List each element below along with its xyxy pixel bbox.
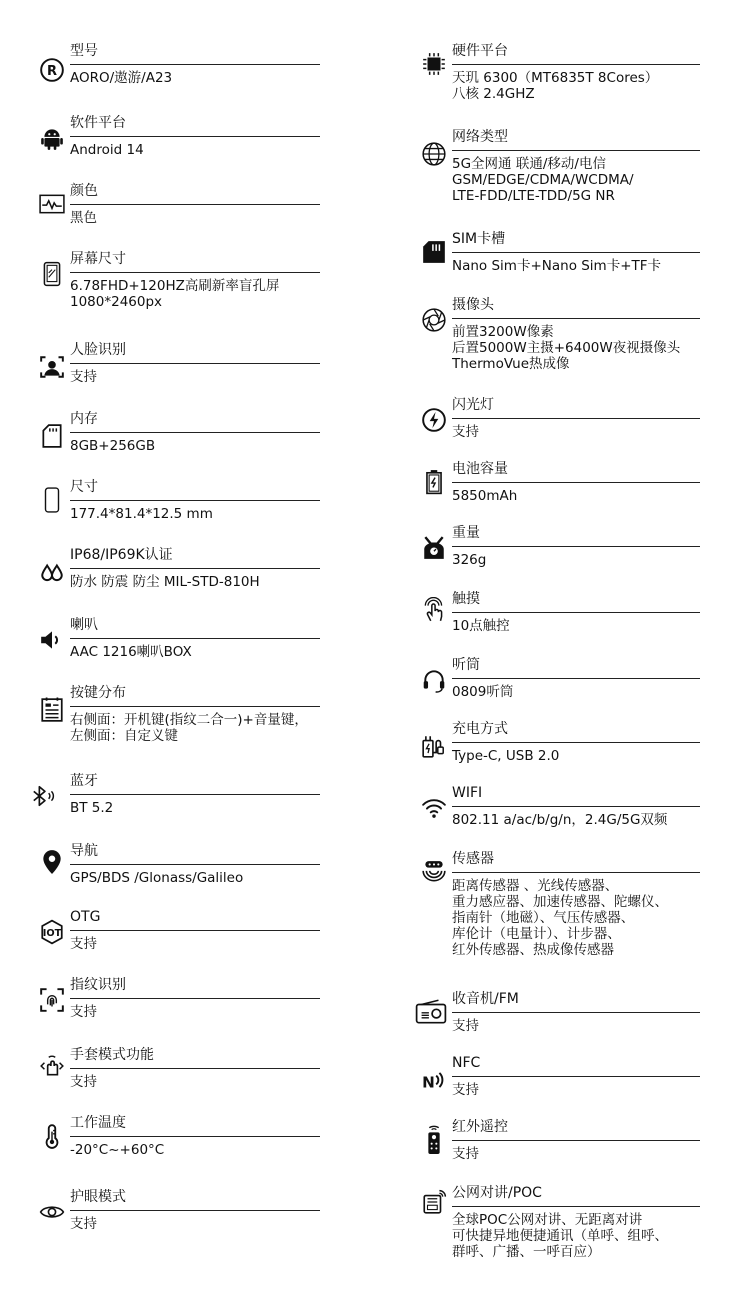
svg-text:IOT: IOT: [42, 927, 62, 939]
fingerprint-icon: [38, 986, 66, 1014]
spec-label: 内存: [70, 411, 98, 427]
divider: [452, 1012, 700, 1013]
spec-value: 前置3200W像素 后置5000W主摄+6400W夜视摄像头 ThermoVue热成像: [452, 324, 681, 372]
spec-battery: [420, 460, 700, 524]
spec-value: 支持: [70, 1004, 97, 1020]
spec-camera: [420, 296, 700, 372]
spec-value: -20°C~+60°C: [70, 1142, 165, 1158]
spec-label: 硬件平台: [452, 43, 508, 59]
sd-card-icon: [38, 422, 66, 450]
divider: [452, 678, 700, 679]
nfc-icon: [420, 1066, 448, 1094]
spec-software-platform: [38, 114, 320, 178]
spec-label: 充电方式: [452, 721, 508, 737]
spec-value: 支持: [70, 1216, 97, 1232]
spec-label: 公网对讲/POC: [452, 1185, 542, 1201]
spec-label: 闪光灯: [452, 397, 494, 413]
divider: [70, 638, 320, 639]
divider: [452, 318, 700, 319]
remote-control-icon: [420, 1122, 448, 1156]
spec-value: 8GB+256GB: [70, 438, 156, 454]
divider: [452, 546, 700, 547]
spec-value: BT 5.2: [70, 800, 114, 816]
divider: [70, 64, 320, 65]
spec-label: 听筒: [452, 657, 480, 673]
spec-operating-temperature: [38, 1114, 320, 1178]
spec-value: AAC 1216喇叭BOX: [70, 644, 192, 660]
spec-fm-radio: [420, 990, 700, 1054]
spec-label: 尺寸: [70, 479, 98, 495]
camera-aperture-icon: [420, 306, 448, 334]
speaker-icon: [38, 626, 66, 654]
spec-value: Android 14: [70, 142, 144, 158]
spec-label: 电池容量: [452, 461, 508, 477]
divider: [452, 872, 700, 873]
spec-label: 蓝牙: [70, 773, 98, 789]
divider: [452, 1206, 700, 1207]
svg-text:R: R: [46, 63, 58, 79]
spec-label: 收音机/FM: [452, 991, 519, 1007]
radio-icon: [414, 998, 448, 1026]
spec-wifi: [420, 784, 700, 848]
spec-label: 手套模式功能: [70, 1047, 154, 1063]
spec-label: 按键分布: [70, 685, 126, 701]
headset-icon: [420, 666, 448, 694]
waveform-icon: [38, 190, 66, 218]
android-icon: [38, 124, 66, 152]
spec-value: 距离传感器 、光线传感器、 重力感应器、加速传感器、陀螺仪、 指南针（地磁）、气压传感器、 库伦计（电量计）、计步器、 红外传感器、热成像传感器: [452, 878, 668, 958]
glove-touch-icon: [38, 1052, 66, 1080]
eye-icon: [38, 1198, 66, 1226]
chip-icon: [420, 50, 448, 78]
spec-value: 右侧面：开机键(指纹二合一)+音量键， 左侧面：自定义键: [70, 712, 308, 744]
spec-label: 喇叭: [70, 617, 98, 633]
spec-label: 触摸: [452, 591, 480, 607]
walkie-talkie-icon: [420, 1188, 448, 1216]
divider: [70, 136, 320, 137]
spec-value: 支持: [70, 369, 97, 385]
spec-label: OTG: [70, 909, 101, 925]
spec-navigation: [38, 842, 320, 906]
spec-value: 802.11 a/ac/b/g/n，2.4G/5G双频: [452, 812, 668, 828]
divider: [70, 1068, 320, 1069]
spec-glove-mode: [38, 1046, 320, 1110]
spec-charging: [420, 720, 700, 784]
spec-face-recognition: [38, 341, 320, 405]
spec-ir-remote: [420, 1118, 700, 1182]
spec-value: 全球POC公网对讲、无距离对讲 可快捷异地便捷通讯（单呼、组呼、 群呼、广播、一呼百应）: [452, 1212, 668, 1260]
spec-value: 326g: [452, 552, 487, 568]
spec-fingerprint: [38, 976, 320, 1040]
sim-card-icon: [420, 238, 448, 266]
spec-sensors: [420, 850, 700, 958]
spec-sim-slot: [420, 230, 700, 294]
spec-otg: [38, 908, 320, 972]
spec-value: 5850mAh: [452, 488, 518, 504]
spec-screen-size: [38, 250, 320, 314]
spec-label: IP68/IP69K认证: [70, 547, 173, 563]
location-pin-icon: [38, 848, 66, 876]
spec-value: Type-C, USB 2.0: [452, 748, 560, 764]
thermometer-icon: [38, 1122, 66, 1150]
divider: [452, 806, 700, 807]
spec-value: GPS/BDS /Glonass/Galileo: [70, 870, 244, 886]
spec-label: 摄像头: [452, 297, 494, 313]
registered-icon: [38, 56, 66, 84]
spec-value: 5G全网通 联通/移动/电信 GSM/EDGE/CDMA/WCDMA/ LTE-FDD/LTE-TDD/5G NR: [452, 156, 634, 204]
touch-icon: [420, 596, 448, 624]
spec-value: 支持: [452, 1018, 479, 1034]
spec-value: 防水 防震 防尘 MIL-STD-810H: [70, 574, 260, 590]
spec-weight: [420, 524, 700, 588]
spec-value: 支持: [452, 1082, 479, 1098]
phone-screen-icon: [38, 260, 66, 288]
divider: [70, 568, 320, 569]
divider: [70, 706, 320, 707]
spec-speaker: [38, 616, 320, 680]
spec-label: 红外遥控: [452, 1119, 508, 1135]
scale-icon: [420, 534, 448, 562]
spec-value: 支持: [452, 1146, 479, 1162]
spec-earpiece: [420, 656, 700, 720]
spec-hardware-platform: [420, 42, 700, 106]
spec-label: 重量: [452, 525, 480, 541]
svg-text:≡: ≡: [420, 1007, 431, 1022]
flash-icon: [420, 406, 448, 434]
spec-label: 软件平台: [70, 115, 126, 131]
battery-icon: [420, 468, 448, 496]
spec-label: SIM卡槽: [452, 231, 506, 247]
spec-label: NFC: [452, 1055, 481, 1071]
divider: [452, 612, 700, 613]
spec-label: 人脸识别: [70, 342, 126, 358]
spec-value: 177.4*81.4*12.5 mm: [70, 506, 213, 522]
spec-value: 10点触控: [452, 618, 510, 634]
divider: [452, 64, 700, 65]
spec-network-type: [420, 128, 700, 204]
spec-value: 黑色: [70, 210, 97, 226]
spec-value: 6.78FHD+120HZ高刷新率盲孔屏 1080*2460px: [70, 278, 280, 310]
divider: [452, 252, 700, 253]
globe-icon: [420, 140, 448, 168]
otg-icon: [38, 918, 66, 946]
spec-button-layout: [38, 684, 320, 748]
divider: [452, 1076, 700, 1077]
spec-label: 颜色: [70, 183, 98, 199]
svg-text:N: N: [422, 1073, 435, 1092]
divider: [70, 1210, 320, 1211]
divider: [70, 363, 320, 364]
spec-color: [38, 182, 320, 246]
water-drops-icon: [38, 558, 66, 586]
spec-poc-intercom: [420, 1184, 700, 1260]
spec-value: 支持: [452, 424, 479, 440]
keys-icon: [38, 696, 66, 724]
divider: [70, 794, 320, 795]
spec-label: 网络类型: [452, 129, 508, 145]
divider: [70, 1136, 320, 1137]
spec-label: 型号: [70, 43, 98, 59]
spec-label: WIFI: [452, 785, 483, 801]
bluetooth-icon: [30, 782, 58, 810]
spec-model: [38, 42, 320, 106]
spec-label: 屏幕尺寸: [70, 251, 126, 267]
divider: [452, 482, 700, 483]
divider: [70, 204, 320, 205]
spec-nfc: [420, 1054, 700, 1118]
spec-label: 护眼模式: [70, 1189, 126, 1205]
face-id-icon: [38, 353, 66, 381]
spec-value: 支持: [70, 936, 97, 952]
divider: [70, 272, 320, 273]
sensor-icon: [420, 858, 448, 886]
spec-label: 传感器: [452, 851, 494, 867]
spec-value: AORO/遨游/A23: [70, 70, 173, 86]
divider: [70, 432, 320, 433]
divider: [452, 742, 700, 743]
spec-value: 支持: [70, 1074, 97, 1090]
divider: [452, 418, 700, 419]
spec-dimensions: [38, 478, 320, 542]
spec-eye-protection: [38, 1188, 320, 1252]
spec-flash: [420, 396, 700, 460]
spec-value: 0809听筒: [452, 684, 514, 700]
spec-label: 指纹识别: [70, 977, 126, 993]
charging-icon: [420, 732, 448, 760]
spec-memory: [38, 410, 320, 474]
divider: [452, 1140, 700, 1141]
spec-value: Nano Sim卡+Nano Sim卡+TF卡: [452, 258, 662, 274]
spec-label: 导航: [70, 843, 98, 859]
divider: [70, 998, 320, 999]
wifi-icon: [420, 794, 448, 822]
spec-bluetooth: [38, 772, 320, 836]
phone-outline-icon: [38, 486, 66, 514]
spec-touch: [420, 590, 700, 654]
spec-label: 工作温度: [70, 1115, 126, 1131]
spec-value: 天玑 6300（MT6835T 8Cores） 八核 2.4GHZ: [452, 70, 659, 102]
spec-ip-rating: [38, 546, 320, 610]
divider: [70, 930, 320, 931]
divider: [452, 150, 700, 151]
divider: [70, 864, 320, 865]
divider: [70, 500, 320, 501]
